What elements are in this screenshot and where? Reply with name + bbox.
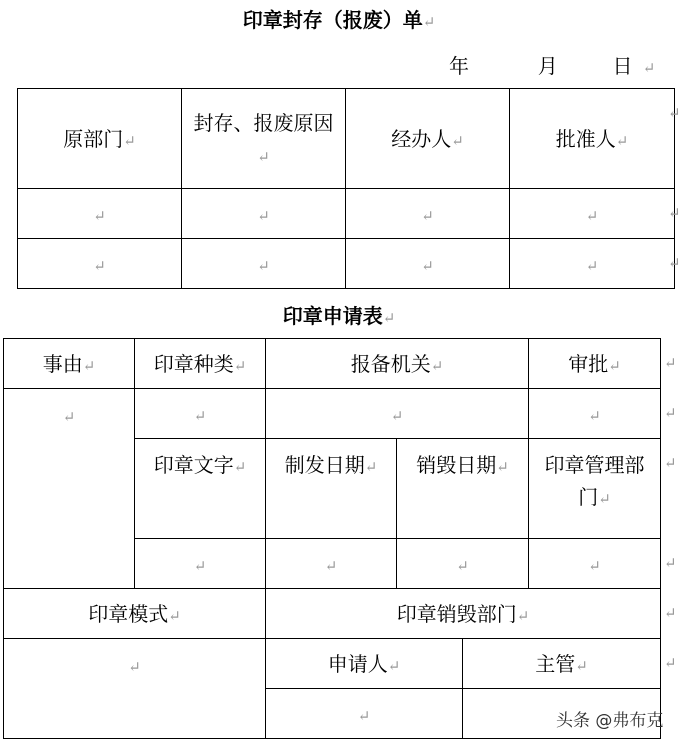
row-end-mark: ↵ [668,254,681,272]
seal-pattern-label: 印章模式↵ [4,589,266,639]
form1-title [0,4,678,33]
table-cell[interactable]: ↵ [266,389,529,439]
header-approver: 批准人↵ [510,89,675,189]
row-end-mark: ↵ [668,204,681,222]
reason-cell[interactable]: ↵ [4,389,135,589]
row-end-mark: ↵ [668,104,681,122]
form2-title [0,300,678,329]
row-end-mark: ↵ [664,454,677,472]
date-day: 日 [612,54,633,78]
applicant-label: 申请人↵ [266,639,463,689]
table-cell[interactable]: ↵ [346,189,510,239]
header-reason: 封存、报废原因↵ [182,89,346,189]
header-approval: 审批↵ [529,339,661,389]
watermark: 头条 @弗布克 [556,711,664,731]
header-issue-date: 制发日期↵ [266,439,397,539]
table-cell[interactable]: ↵ [135,389,266,439]
row-end-mark: ↵ [664,654,677,672]
form2-title-text: 印章申请表 [282,304,383,328]
header-destroy-date: 销毁日期↵ [397,439,529,539]
table-cell[interactable]: ↵ [529,389,661,439]
row-end-mark: ↵ [664,604,677,622]
row-end-mark: ↵ [664,404,677,422]
table-cell[interactable]: ↵ [510,189,675,239]
table-cell[interactable]: ↵ [397,539,529,589]
table-cell[interactable]: ↵ [529,539,661,589]
seal-pattern-cell[interactable]: ↵ [4,639,266,739]
table-cell[interactable]: ↵ [182,189,346,239]
table-cell[interactable]: ↵ [266,539,397,589]
table-cell[interactable]: ↵ [135,539,266,589]
date-month: 月 [537,54,558,78]
row-end-mark: ↵ [664,554,677,572]
header-handler: 经办人↵ [346,89,510,189]
date-year: 年 [449,54,469,78]
table-cell[interactable]: ↵ [18,189,182,239]
table-cell[interactable]: ↵ [510,239,675,289]
table-cell[interactable]: ↵ [18,239,182,289]
row-end-mark: ↵ [664,354,677,372]
return-mark: ↵ [382,309,396,327]
seal-destroy-dept-label: 印章销毁部门↵ [266,589,661,639]
seal-application-table [3,338,664,739]
table-cell[interactable]: ↵ [346,239,510,289]
applicant-cell[interactable]: ↵ [266,689,463,739]
header-seal-dept: 印章管理部门↵ [529,439,661,539]
return-mark: ↵ [642,59,656,77]
header-authority: 报备机关↵ [266,339,529,389]
form1-title-text: 印章封存（报废）单 [242,8,423,32]
date-row [449,50,655,79]
header-seal-text: 印章文字↵ [135,439,266,539]
supervisor-label: 主管↵ [463,639,661,689]
table-cell[interactable]: ↵ [182,239,346,289]
header-original-dept: 原部门↵ [18,89,182,189]
header-reason: 事由↵ [4,339,135,389]
return-mark: ↵ [422,13,436,31]
header-seal-type: 印章种类↵ [135,339,266,389]
seal-archive-table [17,88,675,289]
